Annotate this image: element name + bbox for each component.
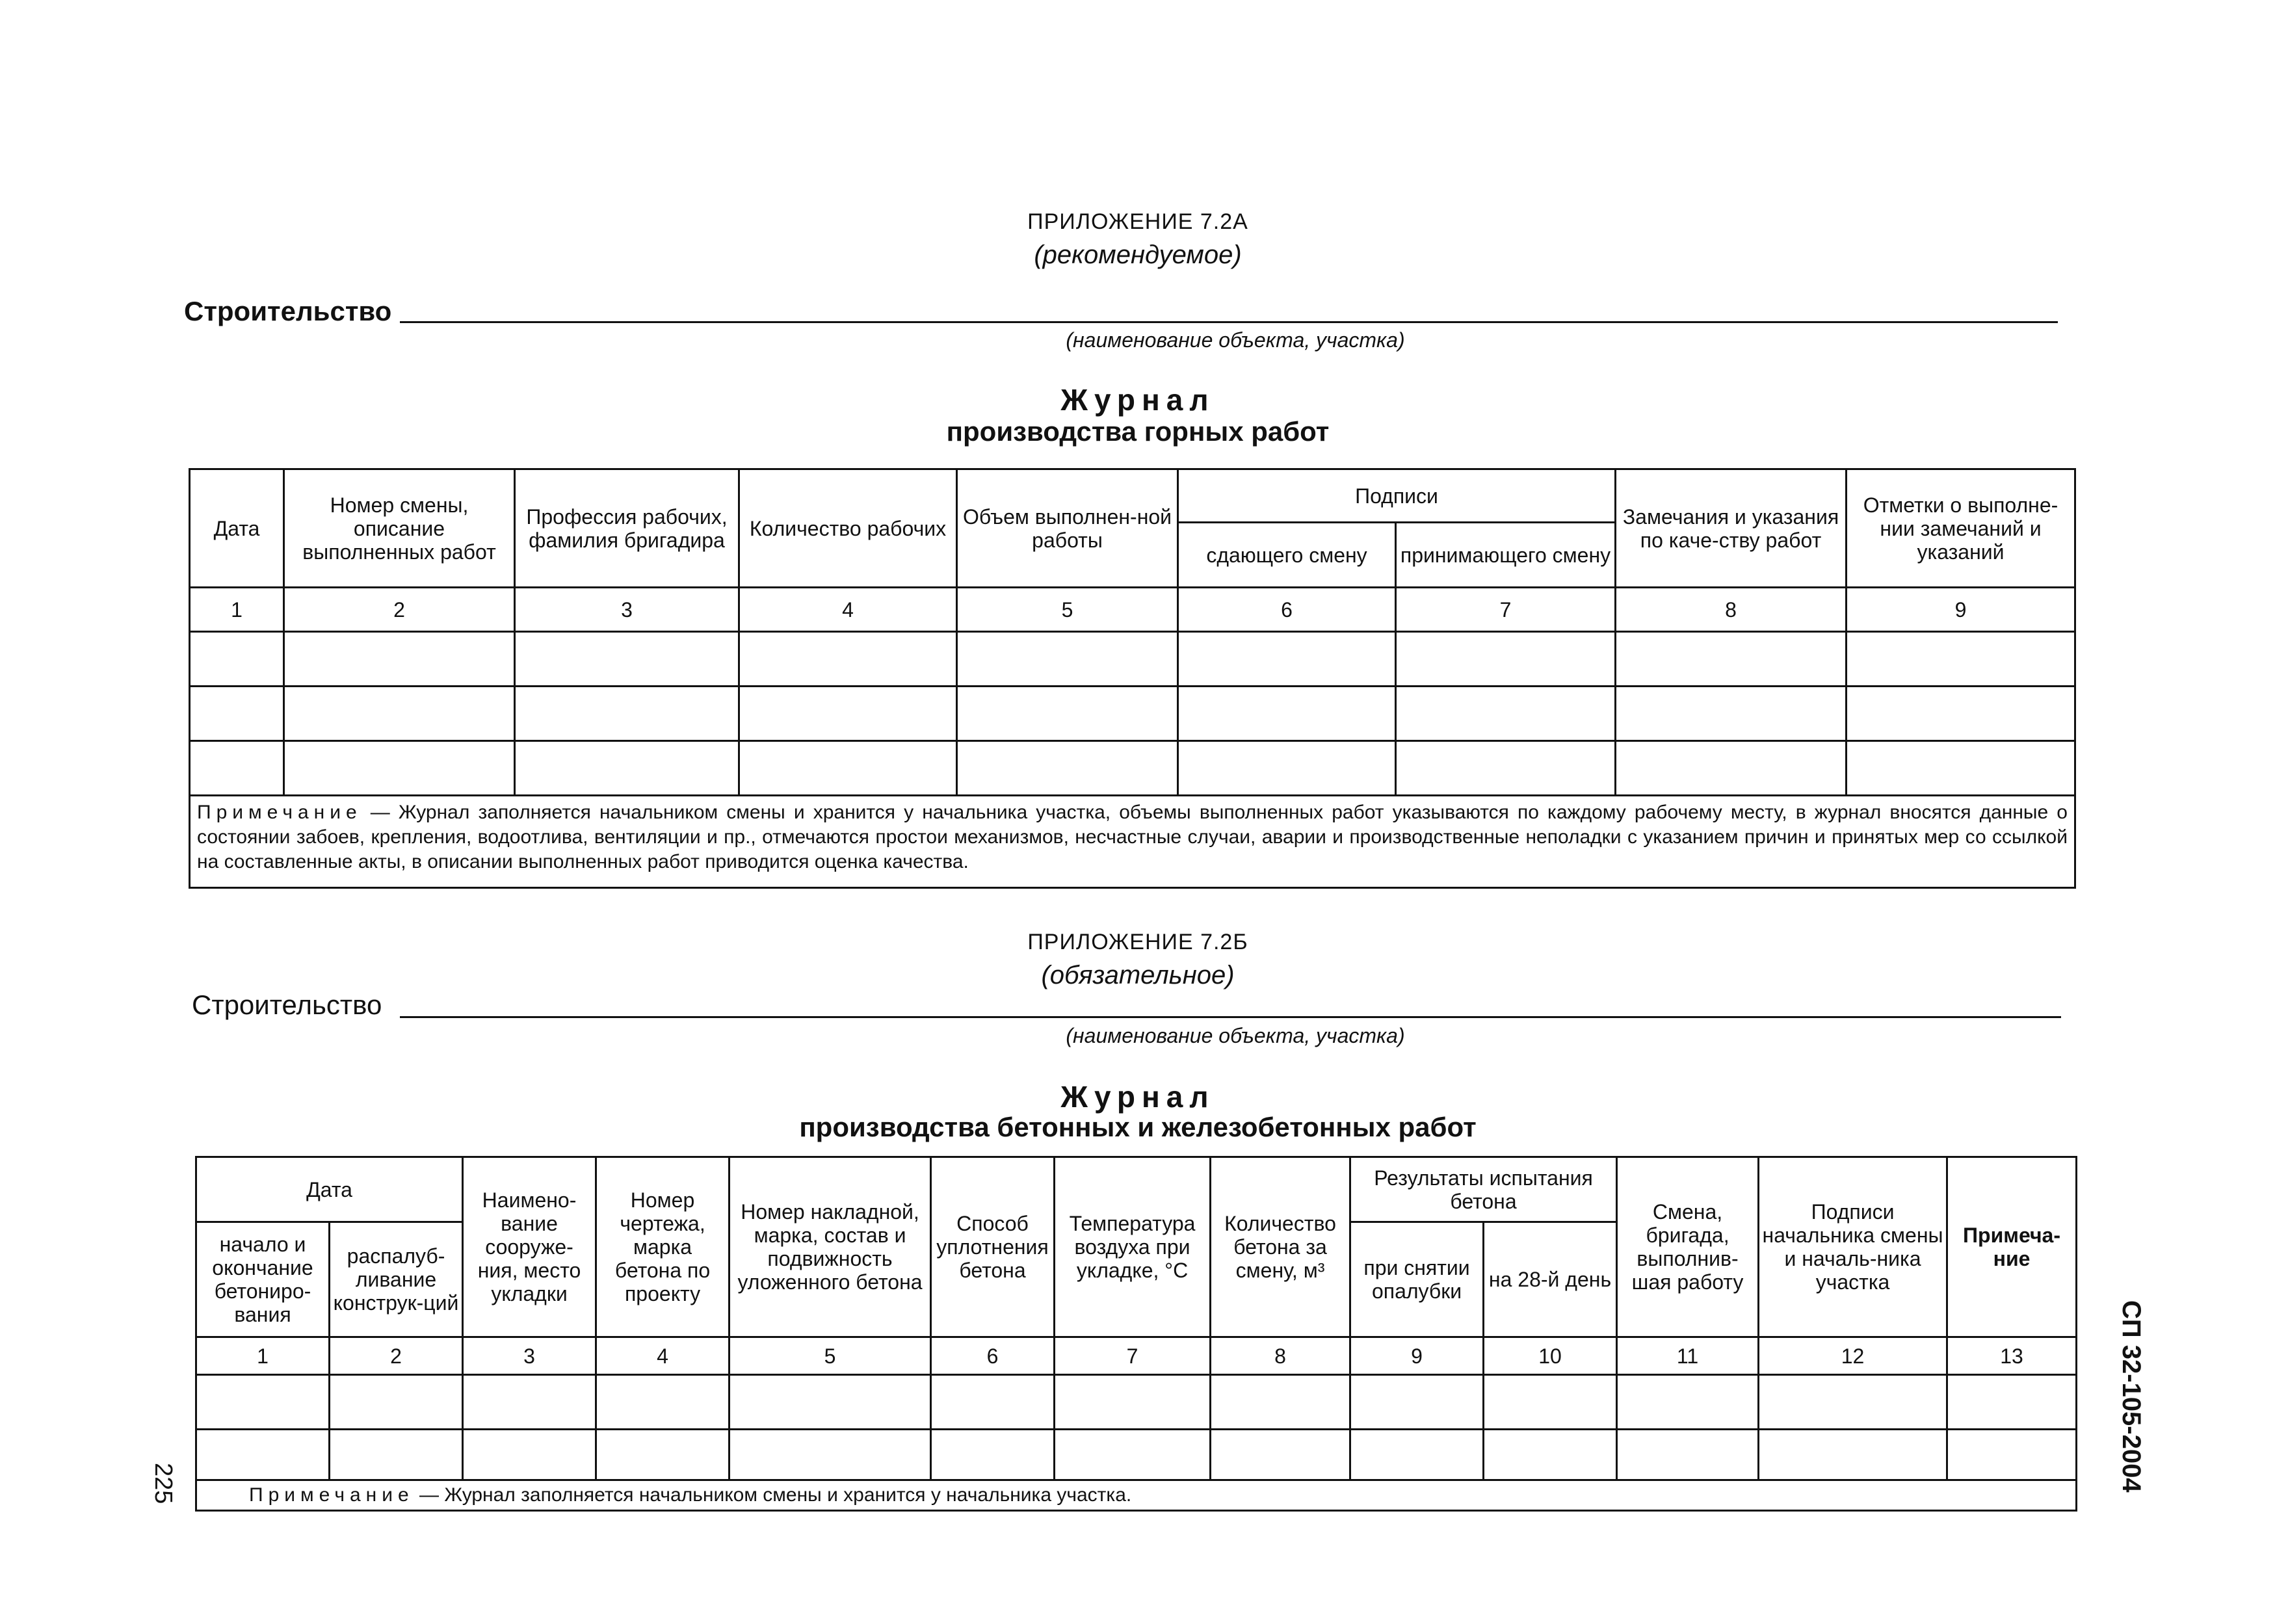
- col-number: 2: [284, 588, 515, 632]
- header-remarks: Замечания и указания по каче-ству работ: [1616, 469, 1847, 588]
- header-structure: Наимено-вание сооруже-ния, место укладки: [463, 1157, 596, 1337]
- table-row: [190, 741, 2075, 796]
- col-number: 8: [1616, 588, 1847, 632]
- col-number: 4: [739, 588, 957, 632]
- table-row: [190, 687, 2075, 741]
- note-word: Примечание: [197, 802, 362, 823]
- document-code: СП 32-105-2004: [2117, 1300, 2146, 1493]
- header-at-removal: при снятии опалубки: [1350, 1222, 1484, 1337]
- appendix-b-journal-title: Журнал: [1060, 1080, 1215, 1114]
- appendix-a-construction-label: Строительство: [184, 296, 392, 326]
- col-number: 4: [596, 1337, 730, 1375]
- col-number: 13: [1947, 1337, 2077, 1375]
- appendix-a-journal-subtitle: производства горных работ: [946, 416, 1330, 447]
- header-count: Количество рабочих: [739, 469, 957, 588]
- appendix-b-journal-subtitle: производства бетонных и железобетонных работ: [799, 1112, 1477, 1142]
- col-number: 7: [1055, 1337, 1211, 1375]
- header-quantity: Количество бетона за смену, м³: [1211, 1157, 1350, 1337]
- header-compaction: Способ уплотнения бетона: [931, 1157, 1055, 1337]
- col-number: 2: [330, 1337, 463, 1375]
- col-number: 6: [931, 1337, 1055, 1375]
- header-handing: сдающего смену: [1178, 523, 1396, 588]
- header-date: Дата: [196, 1157, 463, 1222]
- header-temperature: Температура воздуха при укладке, °С: [1055, 1157, 1211, 1337]
- header-note: Примеча-ние: [1947, 1157, 2077, 1337]
- col-number: 1: [190, 588, 284, 632]
- appendix-a-construction-line: [400, 321, 2058, 323]
- header-signatures: Подписи начальника смены и началь-ника участка: [1759, 1157, 1947, 1337]
- appendix-b-caption: (наименование объекта, участка): [1066, 1024, 1405, 1047]
- col-number: 6: [1178, 588, 1396, 632]
- table-row: [196, 1430, 2077, 1480]
- col-number: 11: [1617, 1337, 1759, 1375]
- header-receiving: принимающего смену: [1396, 523, 1616, 588]
- col-number: 3: [515, 588, 739, 632]
- table-note: [190, 796, 2075, 888]
- col-number: 1: [196, 1337, 330, 1375]
- col-number: 9: [1350, 1337, 1484, 1375]
- appendix-a-status: (рекомендуемое): [1034, 241, 1242, 269]
- note-word: Примечание: [249, 1484, 414, 1506]
- col-number: 8: [1211, 1337, 1350, 1375]
- col-number: 3: [463, 1337, 596, 1375]
- table-note: [196, 1480, 2077, 1511]
- col-number: 7: [1396, 588, 1616, 632]
- header-crew: Смена, бригада, выполнив-шая работу: [1617, 1157, 1759, 1337]
- header-signatures: Подписи: [1178, 469, 1616, 523]
- header-day28: на 28-й день: [1484, 1222, 1617, 1337]
- appendix-b-title: ПРИЛОЖЕНИЕ 7.2Б: [1027, 930, 1248, 954]
- appendix-a-journal-title: Журнал: [1060, 383, 1215, 417]
- header-date: Дата: [190, 469, 284, 588]
- header-shift: Номер смены, описание выполненных работ: [284, 469, 515, 588]
- header-waybill: Номер накладной, марка, состав и подвижность уложенного бетона: [730, 1157, 931, 1337]
- table-row: [196, 1375, 2077, 1430]
- header-volume: Объем выполнен-ной работы: [957, 469, 1178, 588]
- note-text: — Журнал заполняется начальником смены и хранится у начальника участка, объемы выполненных работ указываются по каждому рабочему месту, в журнал вносятся данные о состоянии забоев, крепления, водоотлива, вентиляции и пр., отмечаются простои механизмов, несчастные случаи, аварии и производственные неполадки с указанием причин и принятых мер со ссылкой на составленные акты, в описании выполненных работ приводится оценка качества.: [197, 802, 2068, 872]
- journal-concrete-table: [195, 1156, 2077, 1512]
- appendix-a-caption: (наименование объекта, участка): [1066, 328, 1405, 352]
- col-number: 10: [1484, 1337, 1617, 1375]
- header-stripping: распалуб-ливание конструк-ций: [330, 1222, 463, 1337]
- table-row: [190, 632, 2075, 687]
- header-marks: Отметки о выполне-нии замечаний и указаний: [1847, 469, 2075, 588]
- header-profession: Профессия рабочих, фамилия бригадира: [515, 469, 739, 588]
- note-text: — Журнал заполняется начальником смены и хранится у начальника участка.: [414, 1484, 1132, 1506]
- appendix-b-status: (обязательное): [1041, 961, 1235, 989]
- col-number: 5: [730, 1337, 931, 1375]
- appendix-b-construction-label: Строительство: [192, 989, 382, 1020]
- header-drawing: Номер чертежа, марка бетона по проекту: [596, 1157, 730, 1337]
- page-number: 225: [150, 1463, 177, 1504]
- header-start-end: начало и окончание бетониро-вания: [196, 1222, 330, 1337]
- col-number: 9: [1847, 588, 2075, 632]
- col-number: 5: [957, 588, 1178, 632]
- appendix-a-title: ПРИЛОЖЕНИЕ 7.2А: [1027, 209, 1248, 234]
- journal-mining-table: [189, 468, 2076, 889]
- header-results: Результаты испытания бетона: [1350, 1157, 1617, 1222]
- appendix-b-construction-line: [400, 1016, 2061, 1018]
- col-number: 12: [1759, 1337, 1947, 1375]
